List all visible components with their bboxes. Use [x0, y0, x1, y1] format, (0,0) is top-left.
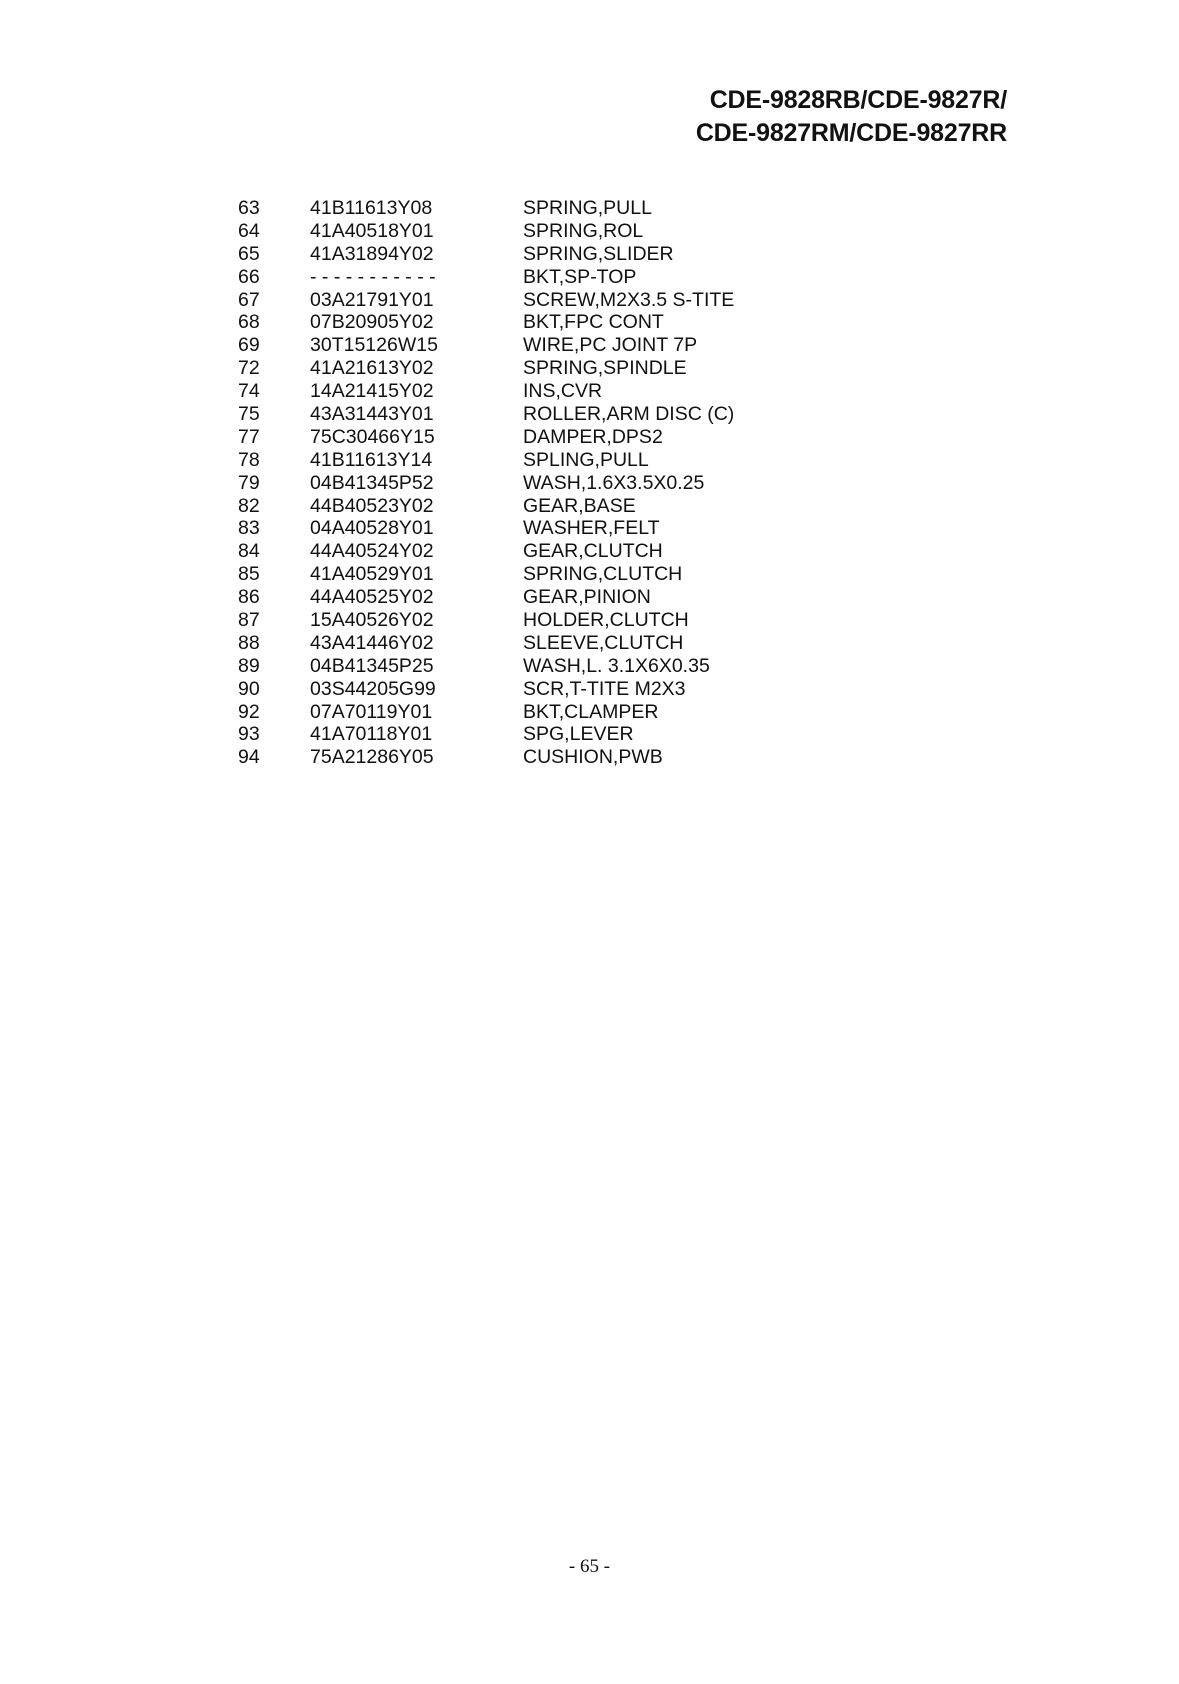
ref-number: 88 — [238, 631, 260, 654]
part-description: BKT,SP-TOP — [523, 265, 637, 288]
ref-number: 74 — [238, 380, 260, 403]
part-number: 30T15126W15 — [310, 334, 438, 357]
ref-number: 84 — [238, 540, 260, 563]
part-description: SPRING,PULL — [523, 197, 652, 219]
part-description: SLEEVE,CLUTCH — [523, 631, 684, 654]
part-number: 03A21791Y01 — [310, 288, 434, 311]
part-number: - - - - - - - - - - - — [310, 265, 436, 288]
part-number: 15A40526Y02 — [310, 609, 434, 632]
part-number: 04B41345P52 — [310, 471, 434, 494]
ref-number: 94 — [238, 746, 260, 769]
ref-number: 86 — [238, 586, 260, 609]
part-number: 07A70119Y01 — [310, 700, 433, 723]
ref-number: 89 — [238, 654, 260, 677]
part-description: BKT,CLAMPER — [523, 700, 659, 723]
part-description: SCREW,M2X3.5 S-TITE — [523, 288, 735, 311]
ref-number: 69 — [238, 334, 260, 357]
part-description: SPRING,ROL — [523, 219, 644, 242]
part-number: 75C30466Y15 — [310, 425, 435, 448]
part-number: 41A70118Y01 — [310, 723, 433, 746]
part-number: 03S44205G99 — [310, 677, 436, 700]
part-number: 43A31443Y01 — [310, 403, 434, 426]
part-number: 41A40518Y01 — [310, 219, 434, 242]
model-title-line-2: CDE-9827RM/CDE-9827RR — [695, 119, 1007, 147]
ref-number: 82 — [238, 494, 260, 517]
part-number: 04B41345P25 — [310, 654, 434, 677]
ref-number: 83 — [238, 517, 260, 540]
ref-number: 63 — [238, 197, 260, 219]
part-number: 07B20905Y02 — [310, 311, 434, 334]
part-description: CUSHION,PWB — [523, 746, 663, 769]
part-number: 44A40525Y02 — [310, 586, 434, 609]
ref-number: 90 — [238, 677, 260, 700]
part-description: SPRING,CLUTCH — [523, 563, 683, 586]
ref-number: 79 — [238, 471, 260, 494]
part-number: 14A21415Y02 — [310, 380, 434, 403]
part-number: 44B40523Y02 — [310, 494, 434, 517]
part-description: WASH,1.6X3.5X0.25 — [523, 471, 705, 494]
part-number: 75A21286Y05 — [310, 746, 434, 769]
ref-number: 93 — [238, 723, 260, 746]
part-description: SPLING,PULL — [523, 448, 649, 471]
part-number: 43A41446Y02 — [310, 631, 434, 654]
part-number: 41A31894Y02 — [310, 242, 434, 265]
part-description: GEAR,CLUTCH — [523, 540, 663, 563]
part-number: 41A40529Y01 — [310, 563, 434, 586]
ref-number: 68 — [238, 311, 260, 334]
model-title-line-1: CDE-9828RB/CDE-9827R/ — [709, 86, 1007, 114]
ref-number: 67 — [238, 288, 260, 311]
ref-number: 87 — [238, 609, 260, 632]
part-description: GEAR,BASE — [523, 494, 636, 517]
part-description: WASHER,FELT — [523, 517, 660, 540]
ref-number: 77 — [238, 425, 260, 448]
part-number: 41B11613Y14 — [310, 448, 433, 471]
part-description: DAMPER,DPS2 — [523, 425, 663, 448]
part-number: 04A40528Y01 — [310, 517, 434, 540]
ref-number: 85 — [238, 563, 260, 586]
part-description: BKT,FPC CONT — [523, 311, 664, 334]
ref-number: 78 — [238, 448, 260, 471]
ref-number: 66 — [238, 265, 260, 288]
part-description: SPRING,SPINDLE — [523, 357, 687, 380]
part-description: ROLLER,ARM DISC (C) — [523, 403, 735, 426]
part-description: INS,CVR — [523, 380, 603, 403]
part-description: SPG,LEVER — [523, 723, 634, 746]
ref-number: 92 — [238, 700, 260, 723]
part-number: 44A40524Y02 — [310, 540, 434, 563]
part-description: GEAR,PINION — [523, 586, 651, 609]
ref-number: 64 — [238, 219, 260, 242]
part-number: 41B11613Y08 — [310, 197, 433, 219]
ref-number: 75 — [238, 403, 260, 426]
part-description: HOLDER,CLUTCH — [523, 609, 689, 632]
ref-number: 72 — [238, 357, 260, 380]
part-description: SPRING,SLIDER — [523, 242, 674, 265]
part-description: SCR,T-TITE M2X3 — [523, 677, 686, 700]
part-number: 41A21613Y02 — [310, 357, 434, 380]
page-number: - 65 - — [568, 1556, 611, 1577]
ref-number: 65 — [238, 242, 260, 265]
part-description: WIRE,PC JOINT 7P — [523, 334, 698, 357]
document-header — [696, 84, 1007, 150]
part-description: WASH,L. 3.1X6X0.35 — [523, 654, 710, 677]
